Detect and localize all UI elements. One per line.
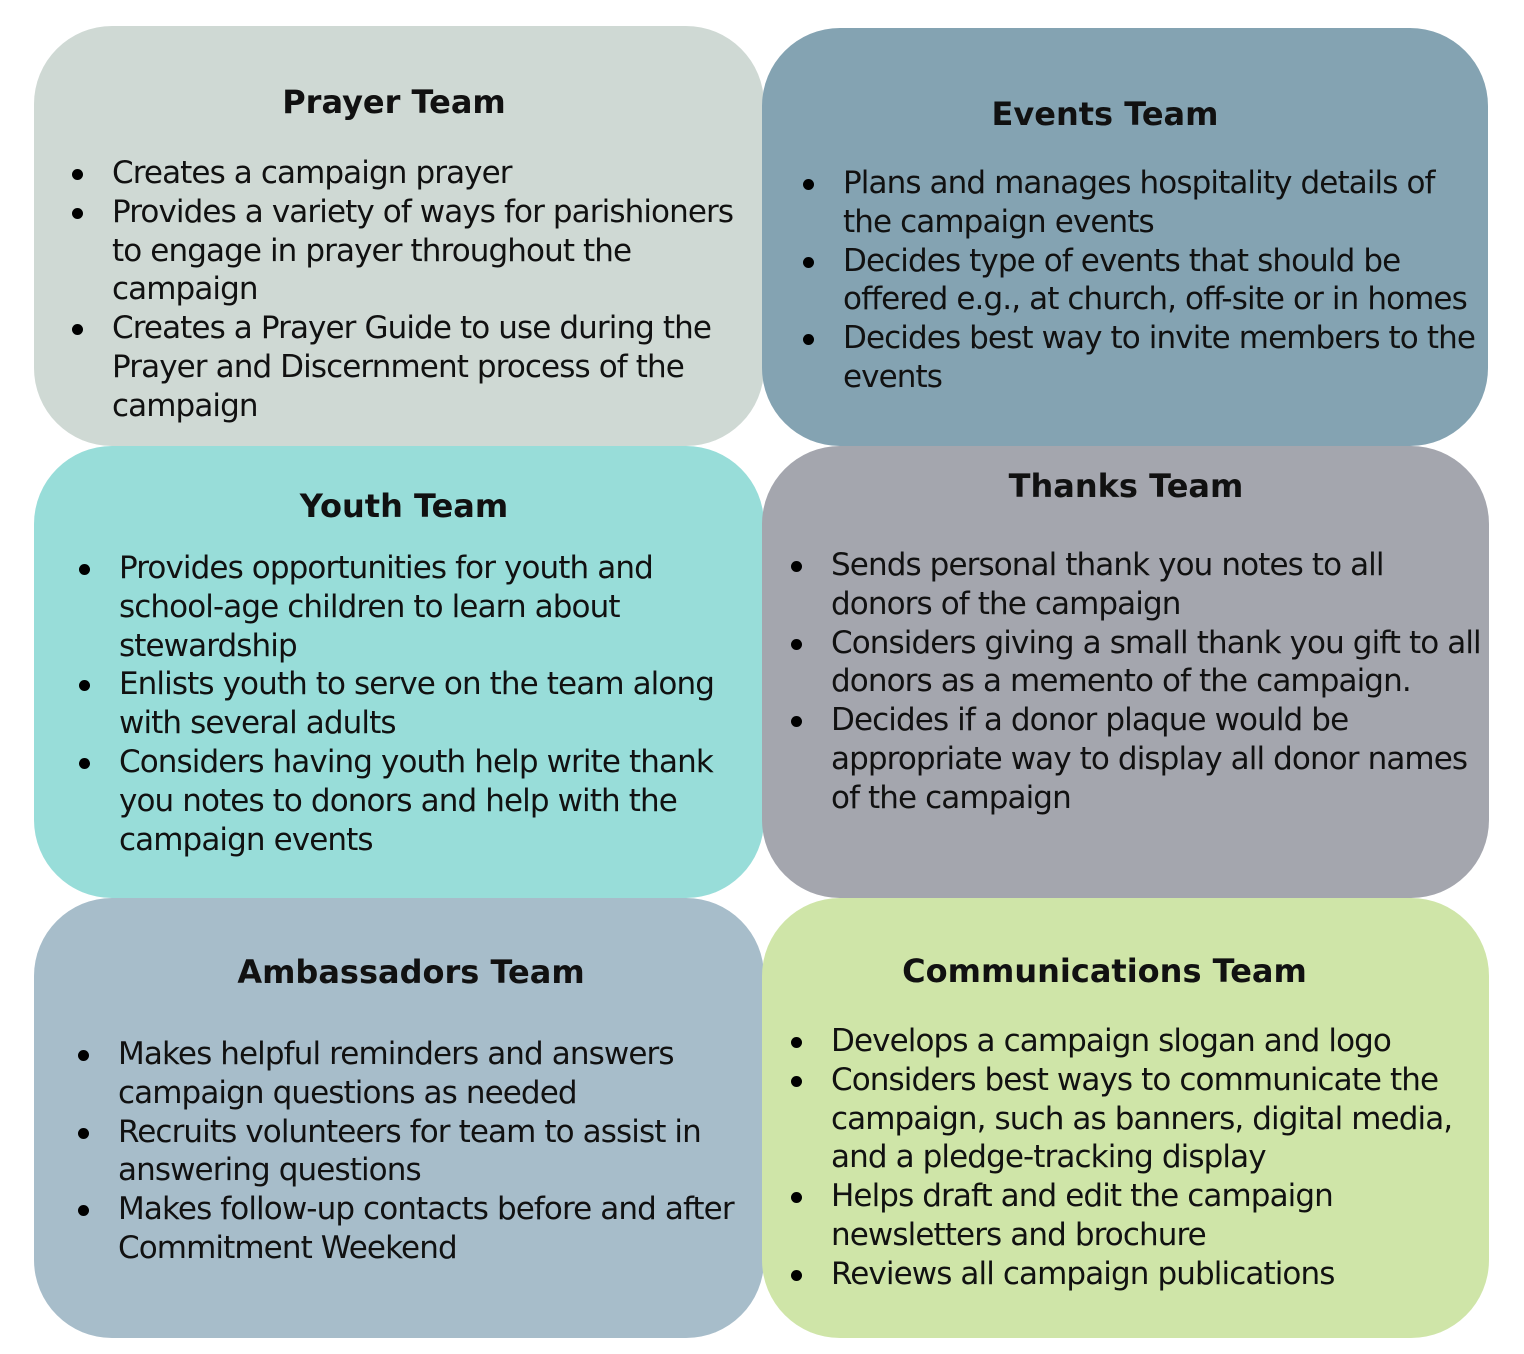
youth-team-list xyxy=(119,549,759,859)
events-team-list xyxy=(843,164,1483,397)
events-team-title: Events Team xyxy=(991,95,1219,133)
list-item: Creates a Prayer Guide to use during the Prayer and Discernment process of the campaign xyxy=(112,309,757,425)
communications-team-title: Communications Team xyxy=(902,952,1307,990)
prayer-team-title: Prayer Team xyxy=(282,83,506,121)
list-item: Makes follow-up contacts before and after Commitment Weekend xyxy=(118,1190,758,1268)
ambassadors-team-list xyxy=(118,1035,758,1268)
list-item: Plans and manages hospitality details of the campaign events xyxy=(843,164,1483,242)
ambassadors-team-title: Ambassadors Team xyxy=(237,953,585,991)
list-item: Sends personal thank you notes to all donors of the campaign xyxy=(831,546,1486,624)
thanks-team-list xyxy=(831,546,1486,818)
list-item: Creates a campaign prayer xyxy=(112,154,757,193)
list-item: Makes helpful reminders and answers campaign questions as needed xyxy=(118,1035,758,1113)
ambassadors-team-card xyxy=(34,898,764,1338)
list-item: Provides a variety of ways for parishioners to engage in prayer throughout the campaign xyxy=(112,193,757,309)
list-item: Decides type of events that should be offered e.g., at church, off-site or in homes xyxy=(843,242,1483,320)
prayer-team-list xyxy=(112,154,757,426)
prayer-team-card xyxy=(34,26,764,446)
list-item: Decides best way to invite members to the events xyxy=(843,319,1483,397)
communications-team-card xyxy=(762,898,1489,1338)
youth-team-card xyxy=(34,446,764,898)
list-item: Recruits volunteers for team to assist in answering questions xyxy=(118,1113,758,1191)
list-item: Provides opportunities for youth and school-age children to learn about stewardship xyxy=(119,549,759,665)
events-team-card xyxy=(762,28,1488,446)
list-item: Considers best ways to communicate the campaign, such as banners, digital media, and a pledge-tracking display xyxy=(831,1061,1481,1177)
list-item: Develops a campaign slogan and logo xyxy=(831,1022,1481,1061)
list-item: Reviews all campaign publications xyxy=(831,1255,1481,1294)
list-item: Considers having youth help write thank you notes to donors and help with the campaign events xyxy=(119,743,759,859)
list-item: Considers giving a small thank you gift to all donors as a memento of the campaign. xyxy=(831,624,1486,702)
thanks-team-card xyxy=(762,446,1489,898)
list-item: Enlists youth to serve on the team along with several adults xyxy=(119,665,759,743)
list-item: Decides if a donor plaque would be appropriate way to display all donor names of the campaign xyxy=(831,701,1486,817)
communications-team-list xyxy=(831,1022,1481,1294)
youth-team-title: Youth Team xyxy=(299,487,509,525)
thanks-team-title: Thanks Team xyxy=(1008,467,1244,505)
list-item: Helps draft and edit the campaign newsletters and brochure xyxy=(831,1177,1481,1255)
